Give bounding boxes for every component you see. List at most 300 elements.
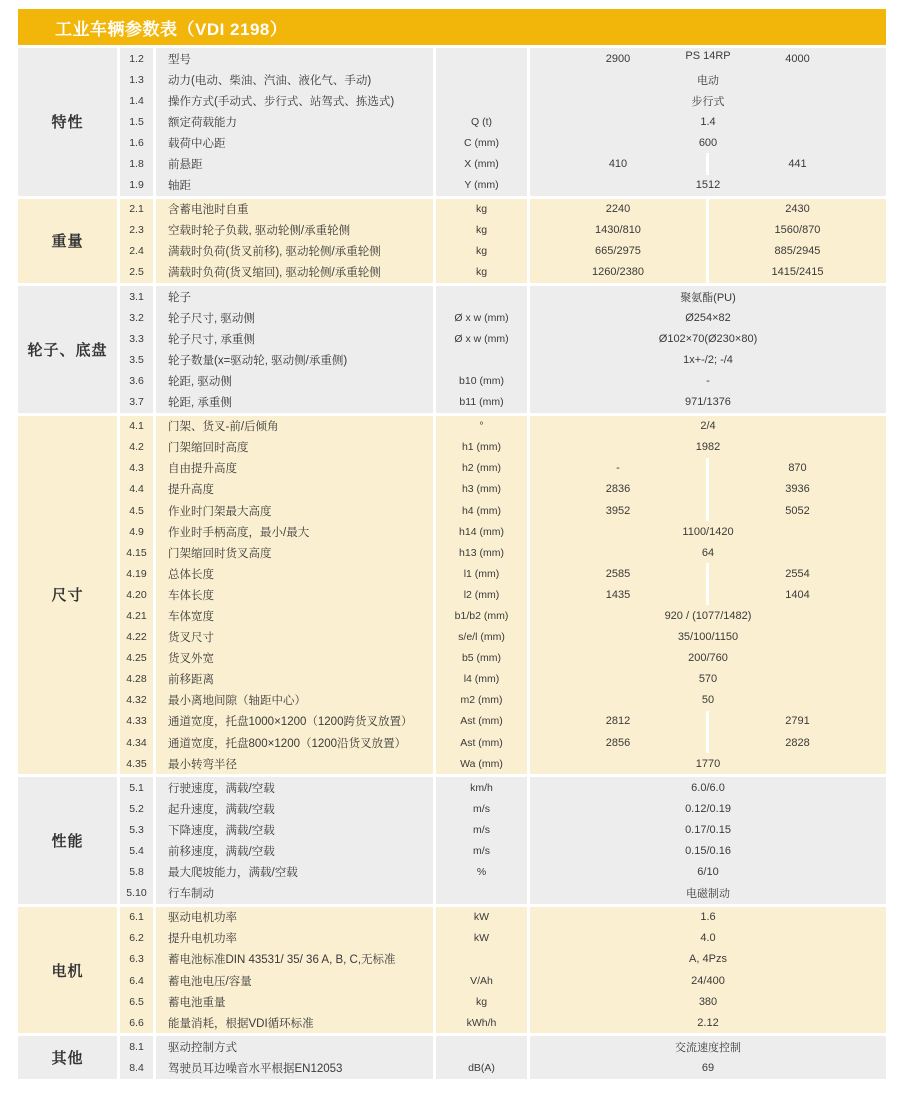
row-description: 轴距 (156, 175, 433, 196)
table-row (120, 542, 886, 563)
row-unit: l4 (mm) (436, 669, 527, 690)
row-description: 蓄电池重量 (156, 991, 433, 1012)
value-right: 4000 (785, 52, 810, 65)
row-unit: Y (mm) (436, 175, 527, 196)
section-rows (120, 907, 886, 1034)
row-unit: b11 (mm) (436, 392, 527, 413)
value-merged: 0.12/0.19 (685, 802, 731, 815)
table-row (120, 286, 886, 307)
row-value (530, 907, 886, 928)
row-value (530, 416, 886, 437)
value-left: 410 (608, 158, 628, 171)
row-value (530, 307, 886, 328)
section-category: 性能 (18, 777, 117, 904)
spec-table-body (18, 48, 886, 1079)
row-number: 4.35 (120, 753, 153, 774)
value-merged: 1.4 (700, 115, 716, 128)
row-number: 3.7 (120, 392, 153, 413)
value-right: 3936 (785, 483, 810, 496)
row-number: 4.20 (120, 584, 153, 605)
row-unit (436, 48, 527, 69)
value-left: 1260/2380 (592, 266, 644, 279)
row-value (530, 690, 886, 711)
table-row (120, 883, 886, 904)
table-row (120, 328, 886, 349)
row-description: 车体长度 (156, 584, 433, 605)
row-unit: kg (436, 199, 527, 220)
row-description: 蓄电池电压/容量 (156, 970, 433, 991)
row-value (530, 262, 886, 283)
value-merged: 1982 (695, 441, 721, 454)
row-number: 6.3 (120, 949, 153, 970)
row-value (530, 370, 886, 391)
value-right: 2828 (785, 736, 810, 749)
row-unit: kg (436, 262, 527, 283)
section-category: 轮子、底盘 (18, 286, 117, 413)
value-left: 1435 (605, 588, 631, 601)
row-value (530, 949, 886, 970)
row-description: 通道宽度，托盘800×1200（1200沿货叉放置） (156, 732, 433, 753)
row-value (530, 732, 886, 753)
row-unit: X (mm) (436, 153, 527, 174)
row-description: 驱动电机功率 (156, 907, 433, 928)
row-number: 3.6 (120, 370, 153, 391)
section-category: 尺寸 (18, 416, 117, 775)
row-value (530, 286, 886, 307)
value-left: 2900 (605, 52, 631, 65)
row-number: 6.2 (120, 928, 153, 949)
row-description: 轮距, 驱动侧 (156, 370, 433, 391)
row-unit: l1 (mm) (436, 563, 527, 584)
value-right: 2430 (785, 203, 810, 216)
row-description: 能量消耗，根据VDI循环标准 (156, 1012, 433, 1033)
row-number: 2.1 (120, 199, 153, 220)
table-row (120, 711, 886, 732)
row-description: 行驶速度，满载/空载 (156, 777, 433, 798)
row-number: 1.5 (120, 111, 153, 132)
section-category: 电机 (18, 907, 117, 1034)
table-row (120, 991, 886, 1012)
row-value (530, 970, 886, 991)
row-number: 4.34 (120, 732, 153, 753)
value-merged: 35/100/1150 (677, 631, 739, 644)
row-value (530, 819, 886, 840)
row-number: 6.4 (120, 970, 153, 991)
section-category: 重量 (18, 199, 117, 283)
row-unit (436, 883, 527, 904)
section-rows (120, 48, 886, 196)
row-value (530, 132, 886, 153)
row-description: 下降速度，满载/空载 (156, 819, 433, 840)
table-row (120, 907, 886, 928)
row-value (530, 220, 886, 241)
row-description: 提升电机功率 (156, 928, 433, 949)
value-left: 2812 (605, 715, 631, 728)
row-number: 1.4 (120, 90, 153, 111)
value-right: 5052 (785, 504, 810, 517)
row-unit: dB(A) (436, 1057, 527, 1078)
row-value (530, 199, 886, 220)
row-description: 行车制动 (156, 883, 433, 904)
row-number: 3.5 (120, 349, 153, 370)
table-row (120, 416, 886, 437)
value-merged: 1.6 (700, 911, 716, 924)
table-row (120, 862, 886, 883)
spec-section (18, 286, 886, 413)
table-row (120, 175, 886, 196)
row-number: 4.28 (120, 669, 153, 690)
table-row (120, 1012, 886, 1033)
value-merged: 1100/1420 (682, 525, 734, 538)
row-unit: Ø x w (mm) (436, 328, 527, 349)
row-number: 6.6 (120, 1012, 153, 1033)
row-unit: kWh/h (436, 1012, 527, 1033)
table-row (120, 753, 886, 774)
row-value (530, 840, 886, 861)
value-merged: 6/10 (697, 866, 719, 879)
row-number: 4.15 (120, 542, 153, 563)
row-number: 3.1 (120, 286, 153, 307)
value-merged: 1512 (695, 179, 721, 192)
spec-section (18, 777, 886, 904)
row-unit: m/s (436, 798, 527, 819)
row-description: 满载时负荷(货叉缩回), 驱动轮侧/承重轮侧 (156, 262, 433, 283)
row-unit: % (436, 862, 527, 883)
section-rows (120, 1036, 886, 1078)
row-value (530, 862, 886, 883)
row-unit: m2 (mm) (436, 690, 527, 711)
row-value (530, 479, 886, 500)
row-value (530, 883, 886, 904)
row-value (530, 753, 886, 774)
row-value (530, 241, 886, 262)
value-merged: 600 (698, 136, 718, 149)
table-row (120, 690, 886, 711)
row-unit: kW (436, 928, 527, 949)
row-unit: l2 (mm) (436, 584, 527, 605)
value-merged: 电动 (697, 74, 719, 87)
row-number: 5.1 (120, 777, 153, 798)
row-unit: kW (436, 907, 527, 928)
value-merged: Ø254×82 (685, 311, 731, 324)
value-merged: - (706, 374, 710, 387)
row-unit: ° (436, 416, 527, 437)
value-right: 1404 (785, 588, 810, 601)
row-unit: b5 (mm) (436, 648, 527, 669)
row-description: 前移速度，满载/空载 (156, 840, 433, 861)
row-unit: kg (436, 241, 527, 262)
row-description: 轮子尺寸, 驱动侧 (156, 307, 433, 328)
model-name: PS 14RP (685, 50, 731, 62)
value-merged: 0.17/0.15 (685, 823, 731, 836)
value-right: 870 (788, 462, 807, 475)
row-description: 作业时手柄高度，最小/最大 (156, 521, 433, 542)
row-description: 额定荷载能力 (156, 111, 433, 132)
value-merged: 24/400 (691, 974, 725, 987)
value-left: 2836 (605, 483, 631, 496)
value-merged: 570 (698, 673, 718, 686)
row-unit (436, 69, 527, 90)
row-description: 车体宽度 (156, 605, 433, 626)
table-row (120, 521, 886, 542)
table-row (120, 458, 886, 479)
table-row (120, 241, 886, 262)
row-number: 5.10 (120, 883, 153, 904)
row-value (530, 1036, 886, 1057)
table-row (120, 970, 886, 991)
row-description: 空载时轮子负载, 驱动轮侧/承重轮侧 (156, 220, 433, 241)
table-row (120, 262, 886, 283)
row-number: 1.6 (120, 132, 153, 153)
row-unit: Wa (mm) (436, 753, 527, 774)
table-row (120, 132, 886, 153)
row-description: 驱动控制方式 (156, 1036, 433, 1057)
row-value (530, 1057, 886, 1078)
row-unit: h14 (mm) (436, 521, 527, 542)
row-description: 自由提升高度 (156, 458, 433, 479)
table-row (120, 584, 886, 605)
row-value (530, 1012, 886, 1033)
value-merged: 380 (698, 995, 718, 1008)
row-description: 总体长度 (156, 563, 433, 584)
row-description: 门架、货叉-前/后倾角 (156, 416, 433, 437)
row-unit: h4 (mm) (436, 500, 527, 521)
value-right: 441 (788, 158, 807, 171)
section-rows (120, 199, 886, 283)
row-description: 货叉尺寸 (156, 627, 433, 648)
table-row (120, 349, 886, 370)
table-row (120, 307, 886, 328)
value-merged: 64 (701, 546, 715, 559)
value-merged: 69 (701, 1061, 715, 1074)
row-unit: h1 (mm) (436, 437, 527, 458)
row-number: 6.1 (120, 907, 153, 928)
row-unit: h3 (mm) (436, 479, 527, 500)
table-row (120, 90, 886, 111)
row-unit: Q (t) (436, 111, 527, 132)
row-unit (436, 90, 527, 111)
value-merged: 4.0 (700, 932, 716, 945)
row-description: 轮子数量(x=驱动轮, 驱动侧/承重侧) (156, 349, 433, 370)
row-value (530, 175, 886, 196)
value-right: 2554 (785, 567, 810, 580)
row-unit: h2 (mm) (436, 458, 527, 479)
row-value (530, 928, 886, 949)
table-row (120, 928, 886, 949)
row-value (530, 111, 886, 132)
row-number: 4.5 (120, 500, 153, 521)
row-number: 4.22 (120, 627, 153, 648)
value-merged: 2/4 (700, 420, 716, 433)
row-number: 4.33 (120, 711, 153, 732)
row-number: 2.4 (120, 241, 153, 262)
row-unit: V/Ah (436, 970, 527, 991)
spec-section (18, 416, 886, 775)
value-merged: 0.15/0.16 (685, 845, 731, 858)
row-description: 轮距, 承重侧 (156, 392, 433, 413)
row-number: 1.2 (120, 48, 153, 69)
table-row (120, 563, 886, 584)
row-value (530, 563, 886, 584)
table-row (120, 777, 886, 798)
table-row (120, 648, 886, 669)
row-value (530, 627, 886, 648)
spec-section (18, 48, 886, 196)
spec-sheet (18, 9, 886, 1079)
row-unit: b10 (mm) (436, 370, 527, 391)
row-description: 操作方式(手动式、步行式、站驾式、拣选式) (156, 90, 433, 111)
row-unit (436, 286, 527, 307)
row-description: 前移距离 (156, 669, 433, 690)
section-rows (120, 286, 886, 413)
row-unit: h13 (mm) (436, 542, 527, 563)
row-number: 1.8 (120, 153, 153, 174)
row-unit: s/e/l (mm) (436, 627, 527, 648)
row-value (530, 584, 886, 605)
row-description: 最大爬坡能力，满载/空载 (156, 862, 433, 883)
value-merged: Ø102×70(Ø230×80) (658, 332, 758, 345)
row-description: 载荷中心距 (156, 132, 433, 153)
row-number: 8.1 (120, 1036, 153, 1057)
row-value (530, 349, 886, 370)
value-left: - (616, 462, 620, 475)
row-number: 5.3 (120, 819, 153, 840)
row-unit (436, 949, 527, 970)
table-row (120, 605, 886, 626)
table-row (120, 819, 886, 840)
spec-section (18, 1036, 886, 1078)
row-number: 4.2 (120, 437, 153, 458)
sheet-header (18, 9, 886, 45)
row-number: 4.25 (120, 648, 153, 669)
table-row (120, 627, 886, 648)
row-description: 轮子 (156, 286, 433, 307)
row-value (530, 605, 886, 626)
value-merged: 电磁制动 (686, 888, 730, 901)
value-merged: 1x+-/2; -/4 (683, 353, 733, 366)
row-description: 最小离地间隙（轴距中心） (156, 690, 433, 711)
row-number: 4.32 (120, 690, 153, 711)
row-value (530, 69, 886, 90)
row-value (530, 437, 886, 458)
table-row (120, 840, 886, 861)
value-left: 665/2975 (595, 245, 641, 258)
row-value (530, 48, 886, 69)
value-merged: 920 / (1077/1482) (664, 609, 752, 622)
row-number: 2.5 (120, 262, 153, 283)
row-description: 动力(电动、柴油、汽油、液化气、手动) (156, 69, 433, 90)
row-value (530, 711, 886, 732)
value-merged: 聚氨酯(PU) (680, 291, 736, 304)
row-description: 蓄电池标准DIN 43531/ 35/ 36 A, B, C,无标准 (156, 949, 433, 970)
row-number: 5.4 (120, 840, 153, 861)
row-value (530, 90, 886, 111)
row-description: 门架缩回时货叉高度 (156, 542, 433, 563)
value-merged: 2.12 (697, 1016, 719, 1029)
row-unit: Ast (mm) (436, 711, 527, 732)
row-value (530, 153, 886, 174)
value-merged: 971/1376 (685, 396, 731, 409)
value-merged: A, 4Pzs (689, 953, 727, 966)
row-number: 5.2 (120, 798, 153, 819)
row-unit: b1/b2 (mm) (436, 605, 527, 626)
row-unit: C (mm) (436, 132, 527, 153)
value-right: 1415/2415 (771, 266, 824, 279)
section-category: 其他 (18, 1036, 117, 1078)
row-unit: m/s (436, 819, 527, 840)
table-row (120, 1036, 886, 1057)
row-description: 货叉外宽 (156, 648, 433, 669)
row-unit: Ast (mm) (436, 732, 527, 753)
value-right: 885/2945 (774, 245, 821, 258)
row-number: 4.19 (120, 563, 153, 584)
row-number: 5.8 (120, 862, 153, 883)
value-left: 2585 (605, 567, 631, 580)
row-number: 1.3 (120, 69, 153, 90)
row-description: 驾驶员耳边噪音水平根据EN12053 (156, 1057, 433, 1078)
value-right: 2791 (785, 715, 810, 728)
row-description: 含蓄电池时自重 (156, 199, 433, 220)
row-unit: Ø x w (mm) (436, 307, 527, 328)
value-merged: 步行式 (691, 95, 725, 108)
table-row (120, 949, 886, 970)
row-value (530, 458, 886, 479)
row-number: 4.3 (120, 458, 153, 479)
value-right: 1560/870 (774, 224, 821, 237)
row-description: 通道宽度，托盘1000×1200（1200跨货叉放置） (156, 711, 433, 732)
table-row (120, 370, 886, 391)
table-row (120, 111, 886, 132)
row-number: 6.5 (120, 991, 153, 1012)
section-category: 特性 (18, 48, 117, 196)
row-unit (436, 349, 527, 370)
table-row (120, 220, 886, 241)
table-row (120, 1057, 886, 1078)
row-description: 门架缩回时高度 (156, 437, 433, 458)
table-row (120, 437, 886, 458)
value-merged: 50 (701, 694, 715, 707)
row-description: 最小转弯半径 (156, 753, 433, 774)
row-number: 4.9 (120, 521, 153, 542)
row-number: 1.9 (120, 175, 153, 196)
value-merged: 交流速度控制 (675, 1041, 741, 1054)
row-unit: kg (436, 991, 527, 1012)
row-description: 作业时门架最大高度 (156, 500, 433, 521)
table-row (120, 732, 886, 753)
table-row (120, 153, 886, 174)
row-number: 4.21 (120, 605, 153, 626)
row-unit: kg (436, 220, 527, 241)
section-rows (120, 416, 886, 775)
row-value (530, 392, 886, 413)
value-merged: 200/760 (688, 652, 728, 665)
table-row (120, 392, 886, 413)
row-description: 轮子尺寸, 承重侧 (156, 328, 433, 349)
table-row (120, 479, 886, 500)
row-number: 4.1 (120, 416, 153, 437)
table-row (120, 199, 886, 220)
table-row (120, 500, 886, 521)
value-left: 1430/810 (595, 224, 641, 237)
row-value (530, 777, 886, 798)
table-row (120, 69, 886, 90)
row-number: 4.4 (120, 479, 153, 500)
row-unit (436, 1036, 527, 1057)
row-value (530, 648, 886, 669)
row-unit: m/s (436, 840, 527, 861)
row-value (530, 500, 886, 521)
value-left: 2240 (605, 203, 631, 216)
